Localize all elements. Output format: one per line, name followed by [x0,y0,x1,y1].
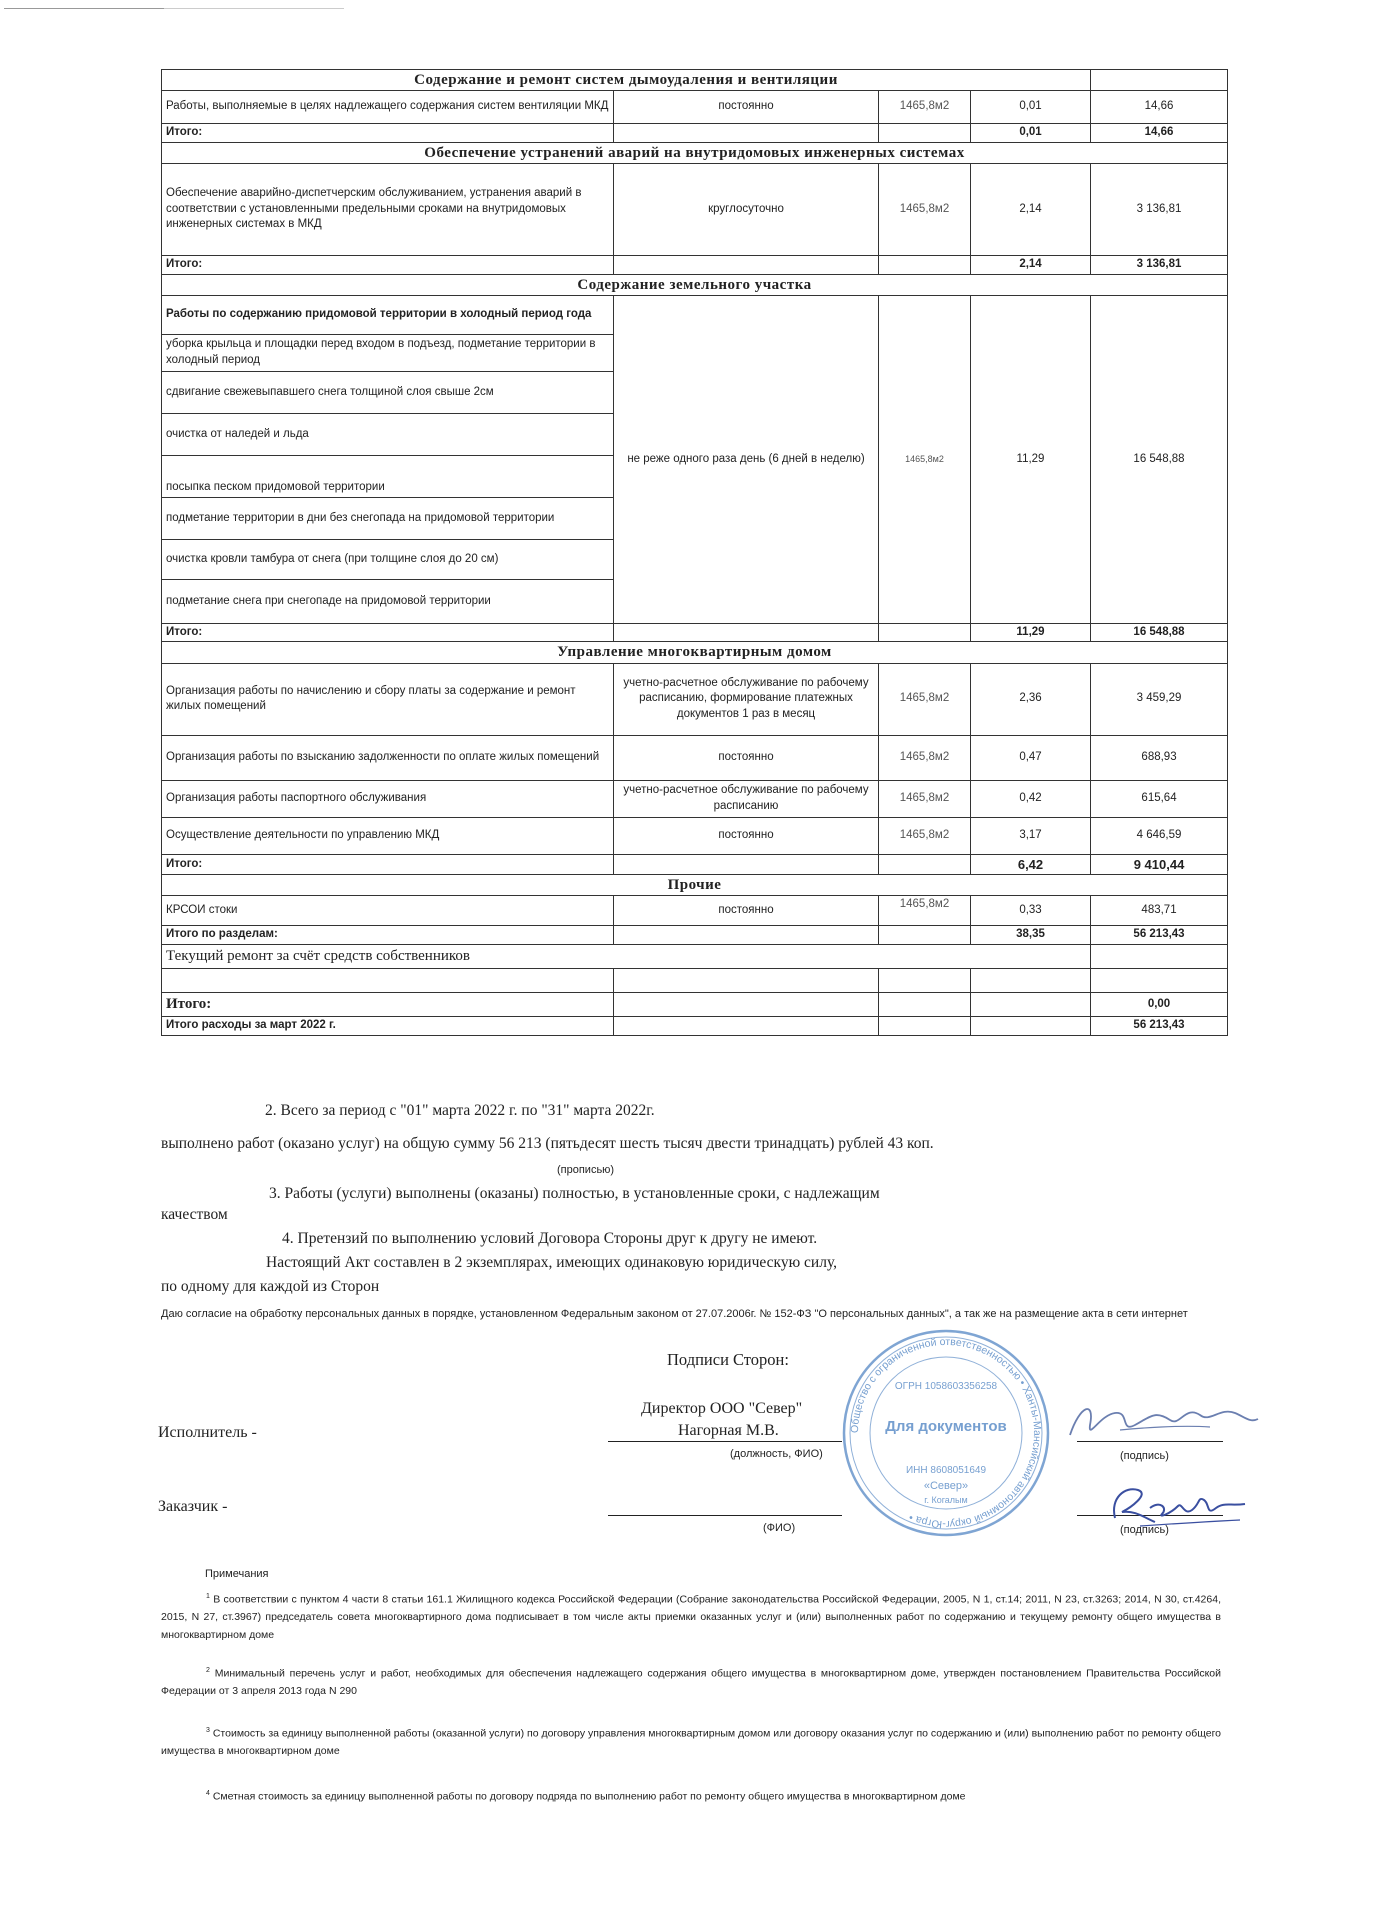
consent-text: Даю согласие на обработку персональных данных в порядке, установленном Федеральным законом от 27.07.2006г. № 152-ФЗ "О персональных данных", а так же на размещение акта в сети интернет [161,1308,1188,1320]
total-label: Итого: [162,124,614,143]
executor-name: Нагорная М.В. [678,1422,779,1439]
stamp-ring-text: Общество с ограниченной ответственностью • Ханты-Мансийский автономный округ-Югра • [848,1335,1044,1531]
notes-title: Примечания [205,1568,269,1580]
group-heading: Работы по содержанию придомовой территории в холодный период года [162,295,614,334]
executor-signature [1060,1395,1260,1455]
footnote-2: $^2$ Минимальный перечень услуг и работ, необходимых для обеспечения надлежащего содержания общего имущества в многоквартирном доме, утвержден постановлением Правительства Российской Федерации от 3 апреля 2013 года N 290 [161,1667,1222,1698]
total-cost: 14,66 [1091,124,1228,143]
section-title: Обеспечение устранений аварий на внутридомовых инженерных системах [162,142,1228,163]
rate: 0,47 [971,735,1091,780]
total-rate: 2,14 [971,256,1091,275]
stamp-name: «Север» [923,1480,969,1492]
total-row [162,992,1228,1016]
service-name: Организация работы паспортного обслуживания [162,780,614,817]
work-item: подметание снега при снегопаде на придомовой территории [162,579,614,623]
total-rate: 38,35 [971,926,1091,945]
service-name: КРСОИ стоки [162,896,614,926]
executor-name-line [608,1441,842,1442]
total-label: Итого: [162,623,614,642]
section-header [162,642,1228,663]
section-header [162,274,1228,295]
paragraph-5-continued: по одному для каждой из Сторон [161,1278,380,1295]
paragraph-2-amount: выполнено работ (оказано услуг) на общую сумму 56 213 (пятьдесят шесть тысяч двести тринадцать) рублей 43 коп. [161,1135,934,1152]
footnote-3-text: Стоимость за единицу выполненной работы (оказанной услуги) по договору управления многоквартирным домом или договору оказания услуг по содержанию и (или) выполнению работ по ремонту общего имущества в многоквартирном доме [161,1727,1222,1758]
paragraph-4: 4. Претензий по выполнению условий Договора Стороны друг к другу не имеют. [282,1230,818,1247]
total-label: Итого расходы за март 2022 г. [162,1016,614,1035]
company-stamp [840,1327,1052,1539]
total-cost: 56 213,43 [1091,1016,1228,1035]
frequency: постоянно [614,896,879,926]
total-row [162,256,1228,275]
work-item: посыпка песком придомовой территории [162,455,614,497]
table-row [162,896,1228,926]
paragraph-3: 3. Работы (услуги) выполнены (оказаны) полностью, в установленные сроки, с надлежащим [269,1185,880,1202]
footnote-4-text: Сметная стоимость за единицу выполненной работы по договору подряда по выполнению работ по ремонту общего имущества в многоквартирном доме [212,1790,966,1803]
rate: 11,29 [971,295,1091,623]
frequency: не реже одного раза день (6 дней в неделю) [614,295,879,623]
unit: 1465,8м2 [879,295,971,623]
total-label: Итого: [162,992,614,1016]
cost: 3 459,29 [1091,663,1228,735]
cost: 16 548,88 [1091,295,1228,623]
service-name: Организация работы по начислению и сбору платы за содержание и ремонт жилых помещений [162,663,614,735]
unit: 1465,8м2 [879,164,971,256]
section-title: Содержание и ремонт систем дымоудаления и вентиляции [162,70,1091,91]
section-header [162,875,1228,896]
total-cost: 0,00 [1091,992,1228,1016]
section-title: Содержание земельного участка [162,274,1228,295]
customer-signature [1100,1478,1250,1533]
total-label: Итого: [162,854,614,875]
footnote-1-text: В соответствии с пунктом 4 части 8 статьи 161.1 Жилищного кодекса Российской Федерации (Собрание законодательства Российской Федерации, 2005, N 1, ст.14; 2011, N 23, ст.3263; 2014, N 30, ст.4264, 2015, N 27, ст.3967) председатель совета многоквартирного дома подписывает в том числе акты приемки оказанных услуг и (или) выполненных работ по содержанию и текущему ремонту общего имущества в многоквартирном доме [161,1593,1221,1642]
stamp-center: Для документов [885,1418,1007,1435]
section-header [162,70,1228,91]
stamp-city: г. Когалым [924,1495,968,1505]
unit: 1465,8м2 [879,817,971,854]
sign-caption-customer: (подпись) [1120,1524,1169,1536]
stamp-inn: ИНН 8608051649 [905,1465,987,1476]
table-row [162,91,1228,124]
total-label: Итого по разделам: [162,926,614,945]
frequency: постоянно [614,817,879,854]
paragraph-3-continued: качеством [161,1206,228,1223]
work-item: очистка кровли тамбура от снега (при толщине слоя до 20 см) [162,539,614,579]
cost: 615,64 [1091,780,1228,817]
unit: 1465,8м2 [879,91,971,124]
table-row [162,164,1228,256]
total-row [162,623,1228,642]
total-cost: 56 213,43 [1091,926,1228,945]
position-caption: (должность, ФИО) [730,1448,823,1460]
work-item: очистка от наледей и льда [162,413,614,455]
cost: 483,71 [1091,896,1228,926]
cost: 14,66 [1091,91,1228,124]
frequency: учетно-расчетное обслуживание по рабочему расписанию, формирование платежных документов 1 раз в месяц [614,663,879,735]
frequency: постоянно [614,735,879,780]
unit: 1465,8м2 [879,735,971,780]
rate: 2,36 [971,663,1091,735]
work-item: подметание территории в дни без снегопада на придомовой территории [162,497,614,539]
footnote-2-text: Минимальный перечень услуг и работ, необходимых для обеспечения надлежащего содержания общего имущества в многоквартирном доме, утвержден постановлением Правительства Российской Федерации от 3 апреля 2013 года N 290 [161,1667,1222,1698]
total-cost: 16 548,88 [1091,623,1228,642]
frequency: учетно-расчетное обслуживание по рабочему расписанию [614,780,879,817]
footnote-4: $^4$ Сметная стоимость за единицу выполненной работы по договору подряда по выполнению работ по ремонту общего имущества в многоквартирном доме [206,1790,966,1803]
table-row [162,968,1228,992]
total-row [162,124,1228,143]
rate: 0,42 [971,780,1091,817]
service-name: Работы, выполняемые в целях надлежащего содержания систем вентиляции МКД [162,91,614,124]
stamp-ogrn: ОГРН 1058603356258 [894,1381,998,1392]
table-row [162,663,1228,735]
total-rate: 0,01 [971,124,1091,143]
service-name: Осуществление деятельности по управлению МКД [162,817,614,854]
executor-position: Директор ООО "Север" [641,1400,803,1417]
unit: 1465,8м2 [879,896,971,926]
cost: 3 136,81 [1091,164,1228,256]
cost: 688,93 [1091,735,1228,780]
section-title: Прочие [162,875,1228,896]
unit: 1465,8м2 [879,663,971,735]
footnote-3: $^3$ Стоимость за единицу выполненной работы (оказанной услуги) по договору управления многоквартирным домом или договору оказания услуг по содержанию и (или) выполнению работ по ремонту общего имущества в многоквартирном доме [161,1727,1222,1758]
section-header [162,142,1228,163]
executor-label: Исполнитель - [158,1424,257,1441]
scan-edge-line [164,8,344,9]
table-row [162,735,1228,780]
work-item: уборка крыльца и площадки перед входом в подъезд, подметание территории в холодный период [162,334,614,371]
total-rate: 11,29 [971,623,1091,642]
frequency: круглосуточно [614,164,879,256]
rate: 0,33 [971,896,1091,926]
signatures-title: Подписи Сторон: [667,1350,789,1369]
rate: 0,01 [971,91,1091,124]
repair-header-row [162,944,1228,968]
total-row [162,926,1228,945]
table-row [162,780,1228,817]
service-name: Обеспечение аварийно-диспетчерским обслуживанием, устранения аварий в соответствии с установленными предельными сроками на внутридомовых инженерных системах в МКД [162,164,614,256]
in-words-caption: (прописью) [557,1164,615,1176]
table-row [162,817,1228,854]
total-cost: 9 410,44 [1091,854,1228,875]
service-name: Организация работы по взысканию задолженности по оплате жилых помещений [162,735,614,780]
repair-title: Текущий ремонт за счёт средств собственников [162,944,1091,968]
total-cost: 3 136,81 [1091,256,1228,275]
fio-caption: (ФИО) [763,1522,796,1534]
table-row [162,295,1228,334]
frequency: постоянно [614,91,879,124]
paragraph-2: 2. Всего за период с "01" марта 2022 г. по "31" марта 2022г. [265,1102,655,1119]
section-title: Управление многоквартирным домом [162,642,1228,663]
customer-name-line [608,1515,842,1516]
total-rate: 6,42 [971,854,1091,875]
footnote-1: $^1$ В соответствии с пунктом 4 части 8 статьи 161.1 Жилищного кодекса Российской Федерации (Собрание законодательства Российской Федерации, 2005, N 1, ст.14; 2011, N 23, ст.3263; 2014, N 30, ст.4264, 2015, N 27, ст.3967) председатель совета многоквартирного дома подписывает в том числе акты приемки оказанных услуг и (или) выполненных работ по содержанию и текущему ремонту общего имущества в многоквартирном доме [161,1593,1221,1642]
scan-edge-line [4,8,164,9]
customer-label: Заказчик - [158,1498,228,1515]
total-label: Итого: [162,256,614,275]
rate: 3,17 [971,817,1091,854]
unit: 1465,8м2 [879,780,971,817]
work-item: сдвигание свежевыпавшего снега толщиной слоя свыше 2см [162,371,614,413]
paragraph-5: Настоящий Акт составлен в 2 экземплярах, имеющих одинаковую юридическую силу, [266,1254,838,1271]
rate: 2,14 [971,164,1091,256]
cost: 4 646,59 [1091,817,1228,854]
services-table [161,69,1228,1036]
total-row [162,1016,1228,1035]
sign-caption: (подпись) [1120,1450,1169,1462]
total-row [162,854,1228,875]
